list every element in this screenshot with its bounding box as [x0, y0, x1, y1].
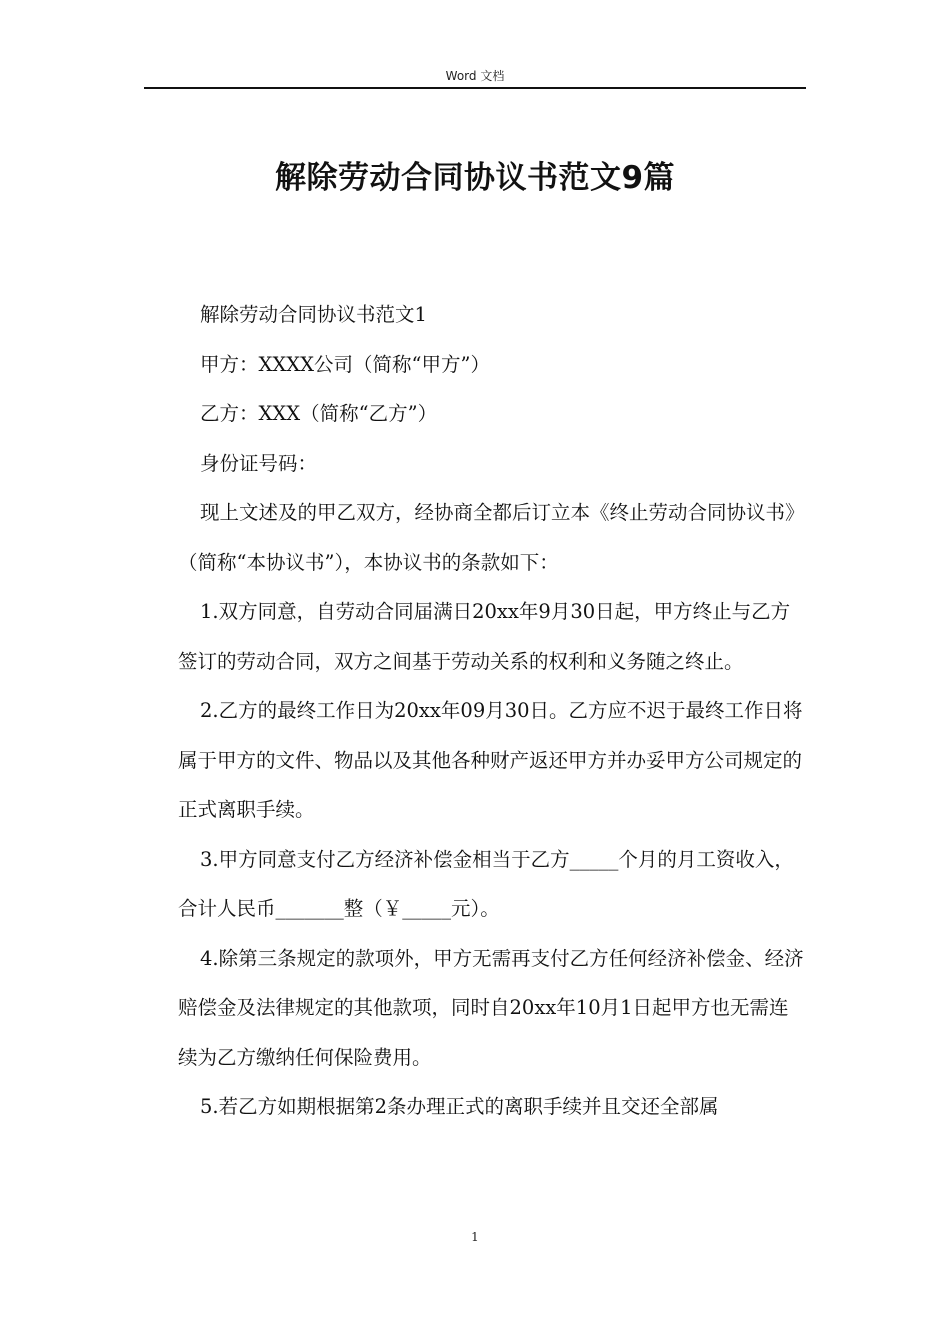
paragraph-subtitle: 解除劳动合同协议书范文1 [200, 303, 427, 326]
paragraph-clause-4: 4.除第三条规定的款项外，甲方无需再支付乙方任何经济补偿金、经济赔偿金及法律规定的其他款项，同时自20xx年10月1日起甲方也无需连续为乙方缴纳任何保险费用。 [178, 946, 804, 1069]
paragraph-clause-1: 1.双方同意，自劳动合同届满日20xx年9月30日起，甲方终止与乙方签订的劳动合同，双方之间基于劳动关系的权利和义务随之终止。 [178, 600, 791, 673]
paragraph-party-b: 乙方：XXX（简称“乙方”） [200, 402, 438, 425]
document-title: 解除劳动合同协议书范文9篇 [274, 160, 676, 196]
paragraph-party-a: 甲方：XXXX公司（简称“甲方”） [200, 352, 490, 376]
paragraph-id-number: 身份证号码： [200, 451, 318, 475]
header-divider [144, 87, 806, 89]
paragraph-clause-5: 5.若乙方如期根据第2条办理正式的离职手续并且交还全部属 [200, 1095, 719, 1118]
paragraph-preamble: 现上文述及的甲乙双方，经协商全都后订立本《终止劳动合同协议书》（简称“本协议书”），本协议书的条款如下： [178, 501, 805, 574]
page-header: Word 文档 [445, 69, 505, 83]
paragraph-clause-2: 2.乙方的最终工作日为20xx年09月30日。乙方应不迟于最终工作日将属于甲方的文件、物品以及其他各种财产返还甲方并办妥甲方公司规定的正式离职手续。 [178, 699, 803, 821]
paragraph-clause-3: 3.甲方同意支付乙方经济补偿金相当于乙方_____个月的月工资收入，合计人民币_______整（￥_____元）。 [178, 847, 794, 920]
page-number: 1 [471, 1230, 479, 1244]
document-body [178, 290, 806, 1132]
